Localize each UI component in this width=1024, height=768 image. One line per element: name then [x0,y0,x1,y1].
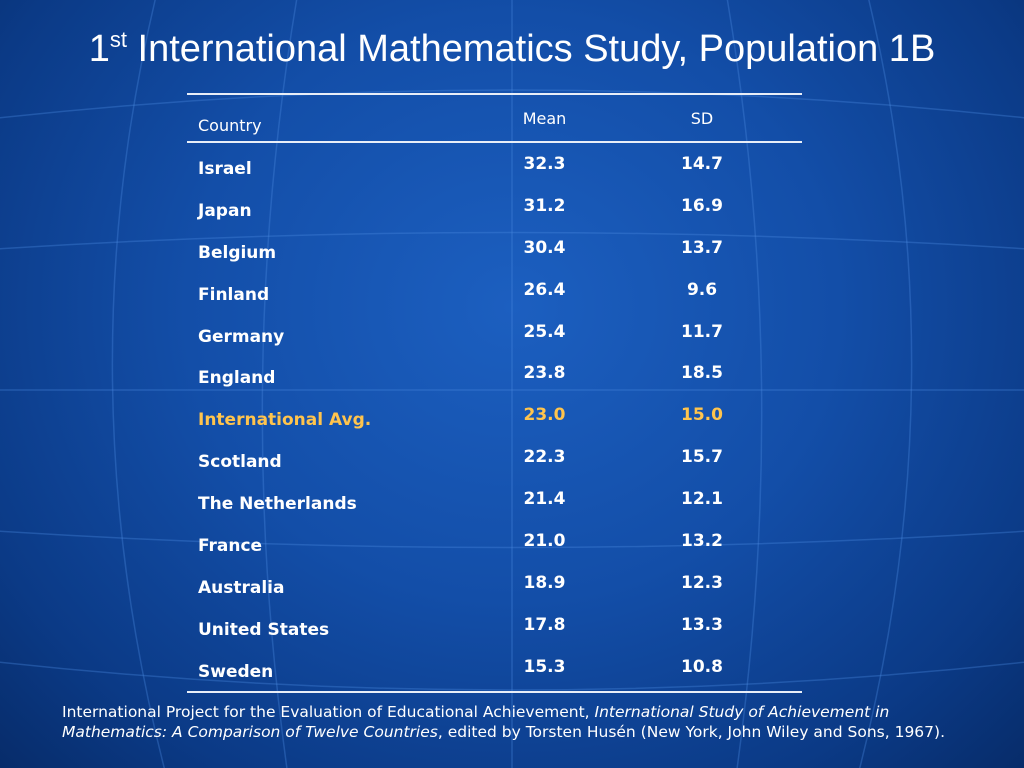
slide-title [0,28,1024,71]
country-cell: Scotland [198,452,282,473]
table-row [187,186,802,228]
mean-cell: 25.4 [523,321,566,342]
mean-cell: 23.0 [523,405,566,426]
table-row [187,395,802,437]
mean-cell: 15.3 [523,656,566,677]
sd-cell: 12.3 [681,572,723,593]
citation [62,702,962,742]
header-sd: SD [690,109,714,128]
country-cell: Sweden [198,661,274,682]
title-superscript: st [109,27,127,52]
table-row [187,228,802,270]
mean-cell: 26.4 [523,279,566,300]
sd-cell: 10.8 [681,656,723,677]
sd-cell: 16.9 [681,195,723,216]
results-table [187,93,802,693]
table-row [187,270,802,312]
citation-part1: International Project for the Evaluation of Educational Achievement, [62,703,595,721]
mean-cell: 31.2 [523,195,566,216]
country-cell: United States [198,619,330,640]
country-cell: Finland [198,284,270,305]
citation-title: International Study of Achievement in Mathematics: A Comparison of Twelve Countries [62,703,890,741]
mean-cell: 23.8 [523,363,566,384]
mean-cell: 32.3 [523,154,566,174]
title-rest: International Mathematics Study, Population 1B [126,28,936,70]
country-cell: International Avg. [198,410,372,431]
sd-cell: 13.2 [681,531,723,552]
table-row [187,437,802,479]
sd-cell: 15.0 [681,405,723,426]
table-row [187,312,802,354]
country-cell: England [198,368,276,389]
sd-cell: 13.7 [681,237,723,258]
table-row [187,479,802,521]
table-bottom-rule [187,691,802,693]
sd-cell: 12.1 [681,489,723,510]
table-body [187,143,802,691]
table-row [187,647,802,689]
table-row [187,353,802,395]
table-row [187,144,802,186]
sd-cell: 14.7 [681,154,723,174]
mean-cell: 17.8 [523,614,566,635]
table-row [187,521,802,563]
country-cell: Germany [198,326,285,347]
mean-cell: 22.3 [523,447,566,468]
sd-cell: 18.5 [681,363,723,384]
table-row [187,605,802,647]
mean-cell: 21.4 [523,489,566,510]
country-cell: Japan [198,200,252,221]
mean-cell: 18.9 [523,572,566,593]
sd-cell: 9.6 [686,279,718,300]
country-cell: Israel [198,159,252,179]
country-cell: France [198,536,263,557]
country-cell: Belgium [198,242,277,263]
table-header-row [187,95,802,141]
header-mean: Mean [522,109,567,128]
header-country: Country [198,116,262,135]
country-cell: Australia [198,577,285,598]
sd-cell: 11.7 [681,321,723,342]
title-prefix: 1 [88,28,110,70]
sd-cell: 15.7 [681,447,723,468]
country-cell: The Netherlands [198,494,357,515]
table-row [187,563,802,605]
citation-part2: , edited by Torsten Husén (New York, John Wiley and Sons, 1967). [437,723,946,741]
mean-cell: 21.0 [523,531,566,552]
mean-cell: 30.4 [523,237,566,258]
sd-cell: 13.3 [681,614,723,635]
